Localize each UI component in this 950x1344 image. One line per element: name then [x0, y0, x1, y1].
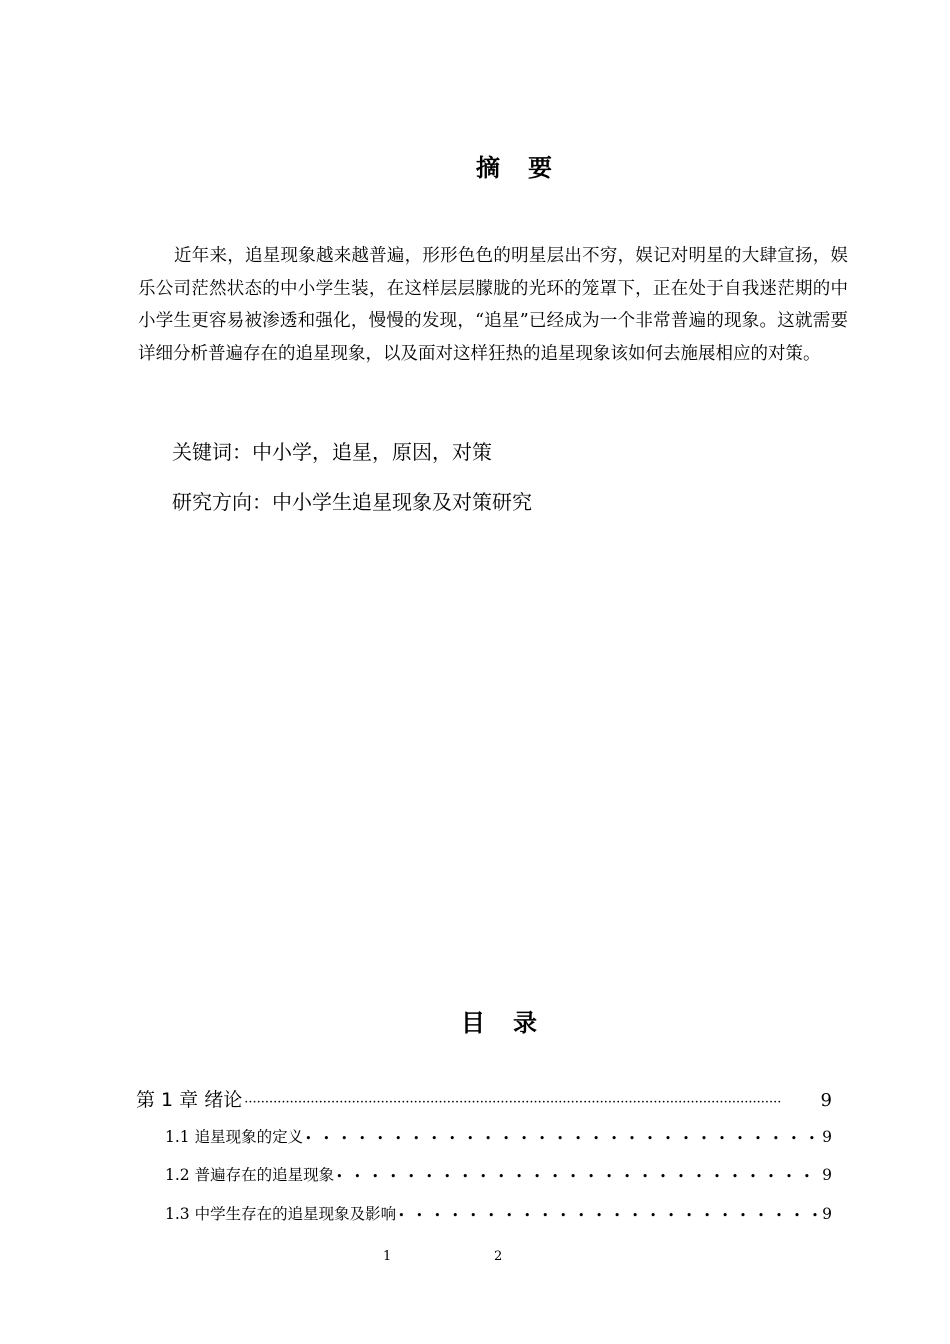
page-number: 1 — [383, 1249, 392, 1264]
toc-entry-page: 9 — [820, 1090, 832, 1111]
research-direction-line: 研究方向：中小学生追星现象及对策研究 — [172, 490, 532, 514]
toc-entry-label: 1.1 追星现象的定义 — [165, 1128, 304, 1146]
toc-leader-dots — [336, 1166, 820, 1184]
toc-title: 目 录 — [461, 1009, 539, 1037]
toc-entry-page: 9 — [822, 1166, 832, 1184]
abstract-body: 近年来，追星现象越来越普遍，形形色色的明星层出不穷，娱记对明星的大肆宣扬，娱乐公司茫然状态的中小学生装，在这样层层朦胧的光环的笼罩下，正在处于自我迷茫期的中小学生更容易被渗透和强化，慢慢的发现，“追星”已经成为一个非常普遍的现象。这就需要详细分析普遍存在的追星现象，以及面对这样狂热的追星现象该如何去施展相应的对策。 — [138, 246, 848, 364]
toc-entry-section-1-1[interactable] — [165, 1125, 832, 1147]
page-number: 2 — [494, 1249, 503, 1264]
toc-entry-section-1-2[interactable] — [165, 1163, 832, 1185]
toc-entry-label: 第 1 章 绪论 — [136, 1089, 243, 1111]
abstract-title: 摘 要 — [476, 154, 554, 182]
toc-entry-section-1-3[interactable] — [165, 1202, 832, 1224]
toc-entry-label: 1.3 中学生存在的追星现象及影响 — [165, 1205, 397, 1223]
toc-entry-label: 1.2 普遍存在的追星现象 — [165, 1166, 335, 1184]
toc-leader-dots — [398, 1205, 820, 1223]
keywords-line: 关键词：中小学，追星，原因，对策 — [172, 440, 492, 464]
toc-entry-page: 9 — [822, 1205, 832, 1223]
toc-leader-dots — [305, 1128, 820, 1146]
toc-entry-chapter-1[interactable] — [136, 1085, 832, 1112]
toc-leader-dots — [244, 1090, 818, 1111]
toc-entry-page: 9 — [822, 1128, 832, 1146]
